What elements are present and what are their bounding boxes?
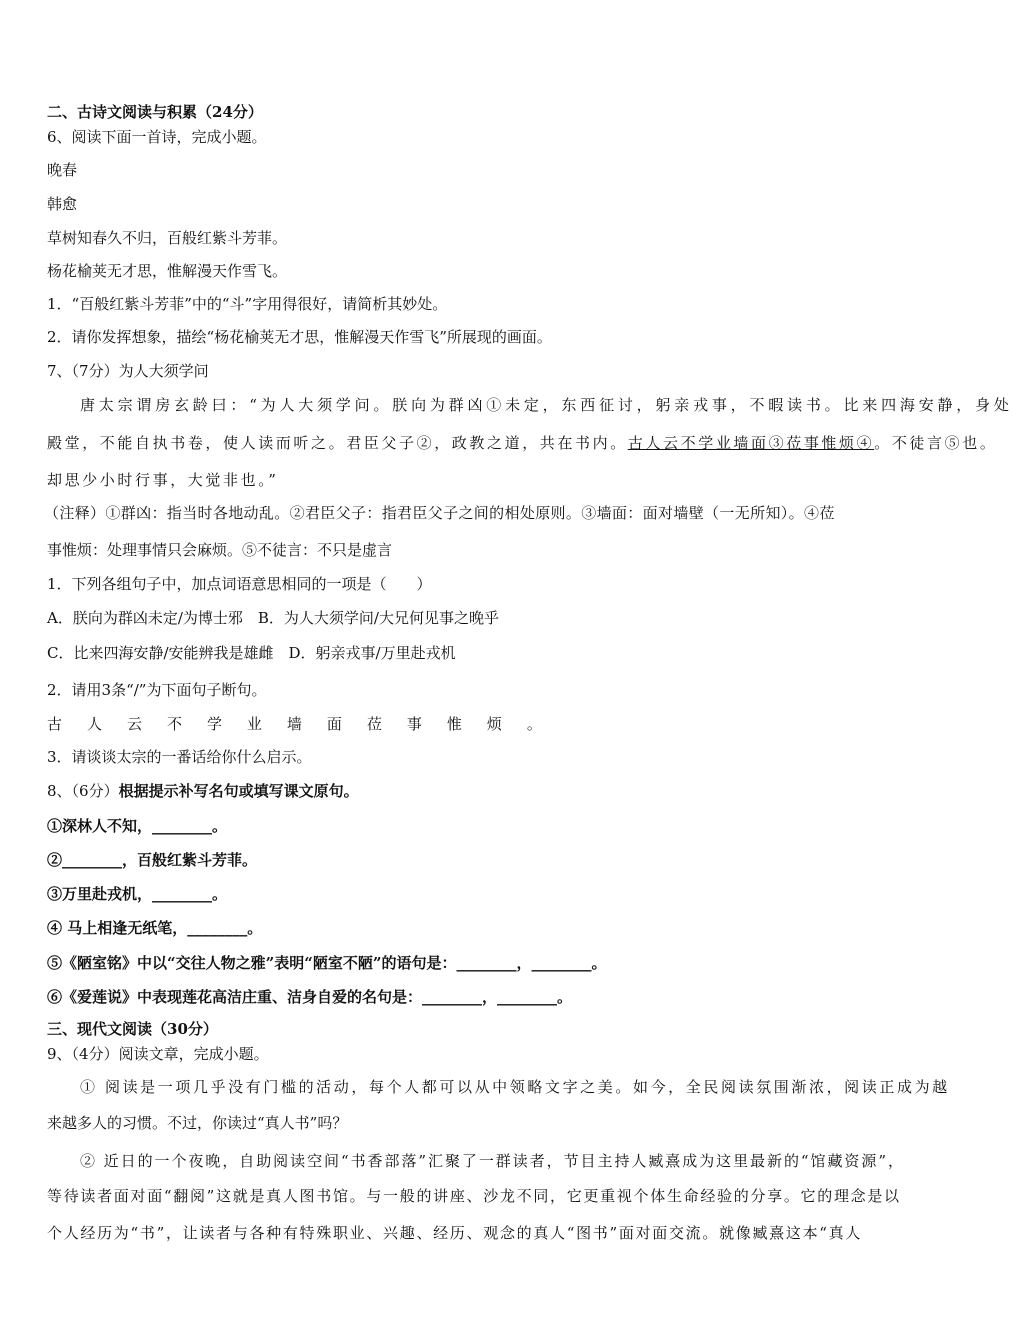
char: 事 bbox=[406, 715, 422, 733]
q9-paragraph-1-line-2: 来越多人的习惯。不过，你读过“真人书”吗？ bbox=[47, 1114, 348, 1132]
q8-title bbox=[47, 781, 359, 801]
q6-prompt: 6、阅读下面一首诗，完成小题。 bbox=[47, 128, 267, 146]
char: 学 bbox=[206, 715, 222, 733]
char: 惟 bbox=[446, 715, 462, 733]
q8-item-5: ⑤《陋室铭》中以“交往人物之雅”表明“陋室不陋”的语句是：________，________。 bbox=[47, 954, 607, 972]
q9-paragraph-2-line-3: 个人经历为“书”，让读者与各种有特殊职业、兴趣、经历、观念的真人“图书”面对面交流。就像臧熹这本“真人 bbox=[47, 1224, 863, 1242]
char: 人 bbox=[86, 715, 102, 733]
q8-item-3: ③万里赴戎机，________。 bbox=[47, 885, 228, 903]
q7-passage-line-2-post: 。不徒言⑤也。 bbox=[874, 434, 998, 452]
char: 莅 bbox=[366, 715, 382, 733]
char: 业 bbox=[246, 715, 262, 733]
q9-paragraph-2-line-2: 等待读者面对面“翻阅”这就是真人图书馆。与一般的讲座、沙龙不同，它更重视个体生命经验的分享。它的理念是以 bbox=[47, 1187, 901, 1205]
char: 。 bbox=[526, 715, 542, 733]
q6-sub-question-1: 1．“百般红紫斗芳菲”中的“斗”字用得很好，请简析其妙处。 bbox=[47, 295, 448, 313]
poem-line-1: 草树知春久不归，百般红紫斗芳菲。 bbox=[47, 229, 288, 247]
q7-passage-line-2-pre: 殿堂，不能自执书卷，使人读而听之。君臣父子②，政教之道，共在书内。 bbox=[47, 434, 628, 452]
q9-paragraph-2-line-1: ② 近日的一个夜晚，自助阅读空间“书香部落”汇聚了一群读者，节目主持人臧熹成为这里最新的“馆藏资源”， bbox=[80, 1152, 905, 1170]
q7-sub-question-3: 3．请谈谈太宗的一番话给你什么启示。 bbox=[47, 748, 312, 766]
q7-notes-line-1: （注释）①群凶：指当时各地动乱。②君臣父子：指君臣父子之间的相处原则。③墙面：面对墙壁（一无所知）。④莅 bbox=[44, 504, 835, 522]
q7-passage-line-1: 唐太宗谓房玄龄曰：“为人大须学问。朕向为群凶①未定，东西征讨，躬亲戎事，不暇读书。比来四海安静，身处 bbox=[80, 396, 1013, 414]
q8-title-points: 8、（6分） bbox=[47, 782, 119, 800]
q8-item-4: ④ 马上相逢无纸笔，________。 bbox=[47, 919, 263, 937]
section-2-heading: 二、古诗文阅读与积累（24分） bbox=[47, 103, 263, 121]
poem-line-2: 杨花榆荚无才思，惟解漫天作雪飞。 bbox=[47, 262, 288, 280]
section-3-heading: 三、现代文阅读（30分） bbox=[47, 1020, 218, 1038]
q7-options-a-b: A．朕向为群凶未定/为博士邪 B．为人大须学问/大兄何见事之晚乎 bbox=[47, 609, 499, 627]
q7-title: 7、（7分）为人大须学问 bbox=[47, 362, 209, 380]
poem-title: 晚春 bbox=[47, 161, 78, 179]
char: 古 bbox=[47, 715, 63, 733]
q7-sub-question-1: 1．下列各组句子中，加点词语意思相同的一项是（ ） bbox=[47, 575, 432, 593]
q8-item-2: ②________，百般红紫斗芳菲。 bbox=[47, 851, 258, 869]
q9-prompt: 9、（4分）阅读文章，完成小题。 bbox=[47, 1045, 269, 1063]
q7-underlined-sentence: 古人云不学业墙面③莅事惟烦④ bbox=[627, 434, 875, 452]
q8-title-instruction: 根据提示补写名句或填写课文原句。 bbox=[118, 782, 359, 800]
q7-notes-line-2: 事惟烦：处理事情只会麻烦。⑤不徒言：不只是虚言 bbox=[47, 541, 393, 559]
char: 云 bbox=[126, 715, 142, 733]
q7-passage-line-2 bbox=[47, 433, 997, 453]
q8-item-1: ①深林人不知，________。 bbox=[47, 817, 228, 835]
char: 墙 bbox=[286, 715, 302, 733]
q7-sentence-to-punctuate bbox=[47, 714, 542, 734]
q6-sub-question-2: 2．请你发挥想象，描绘“杨花榆荚无才思，惟解漫天作雪飞”所展现的画面。 bbox=[47, 328, 552, 346]
q7-options-c-d: C．比来四海安静/安能辨我是雄雌 D．躬亲戎事/万里赴戎机 bbox=[47, 644, 456, 662]
char: 面 bbox=[326, 715, 342, 733]
poem-author: 韩愈 bbox=[47, 195, 78, 213]
char: 烦 bbox=[486, 715, 502, 733]
q7-sub-question-2: 2．请用3条“/”为下面句子断句。 bbox=[47, 681, 267, 699]
q9-paragraph-1-line-1: ① 阅读是一项几乎没有门槛的活动，每个人都可以从中领略文字之美。如今，全民阅读氛围渐浓，阅读正成为越 bbox=[80, 1078, 950, 1096]
q8-item-6: ⑥《爱莲说》中表现莲花高洁庄重、洁身自爱的名句是：________，________。 bbox=[47, 988, 573, 1006]
q7-passage-line-3: 却思少小时行事，大觉非也。” bbox=[47, 471, 279, 489]
char: 不 bbox=[166, 715, 182, 733]
